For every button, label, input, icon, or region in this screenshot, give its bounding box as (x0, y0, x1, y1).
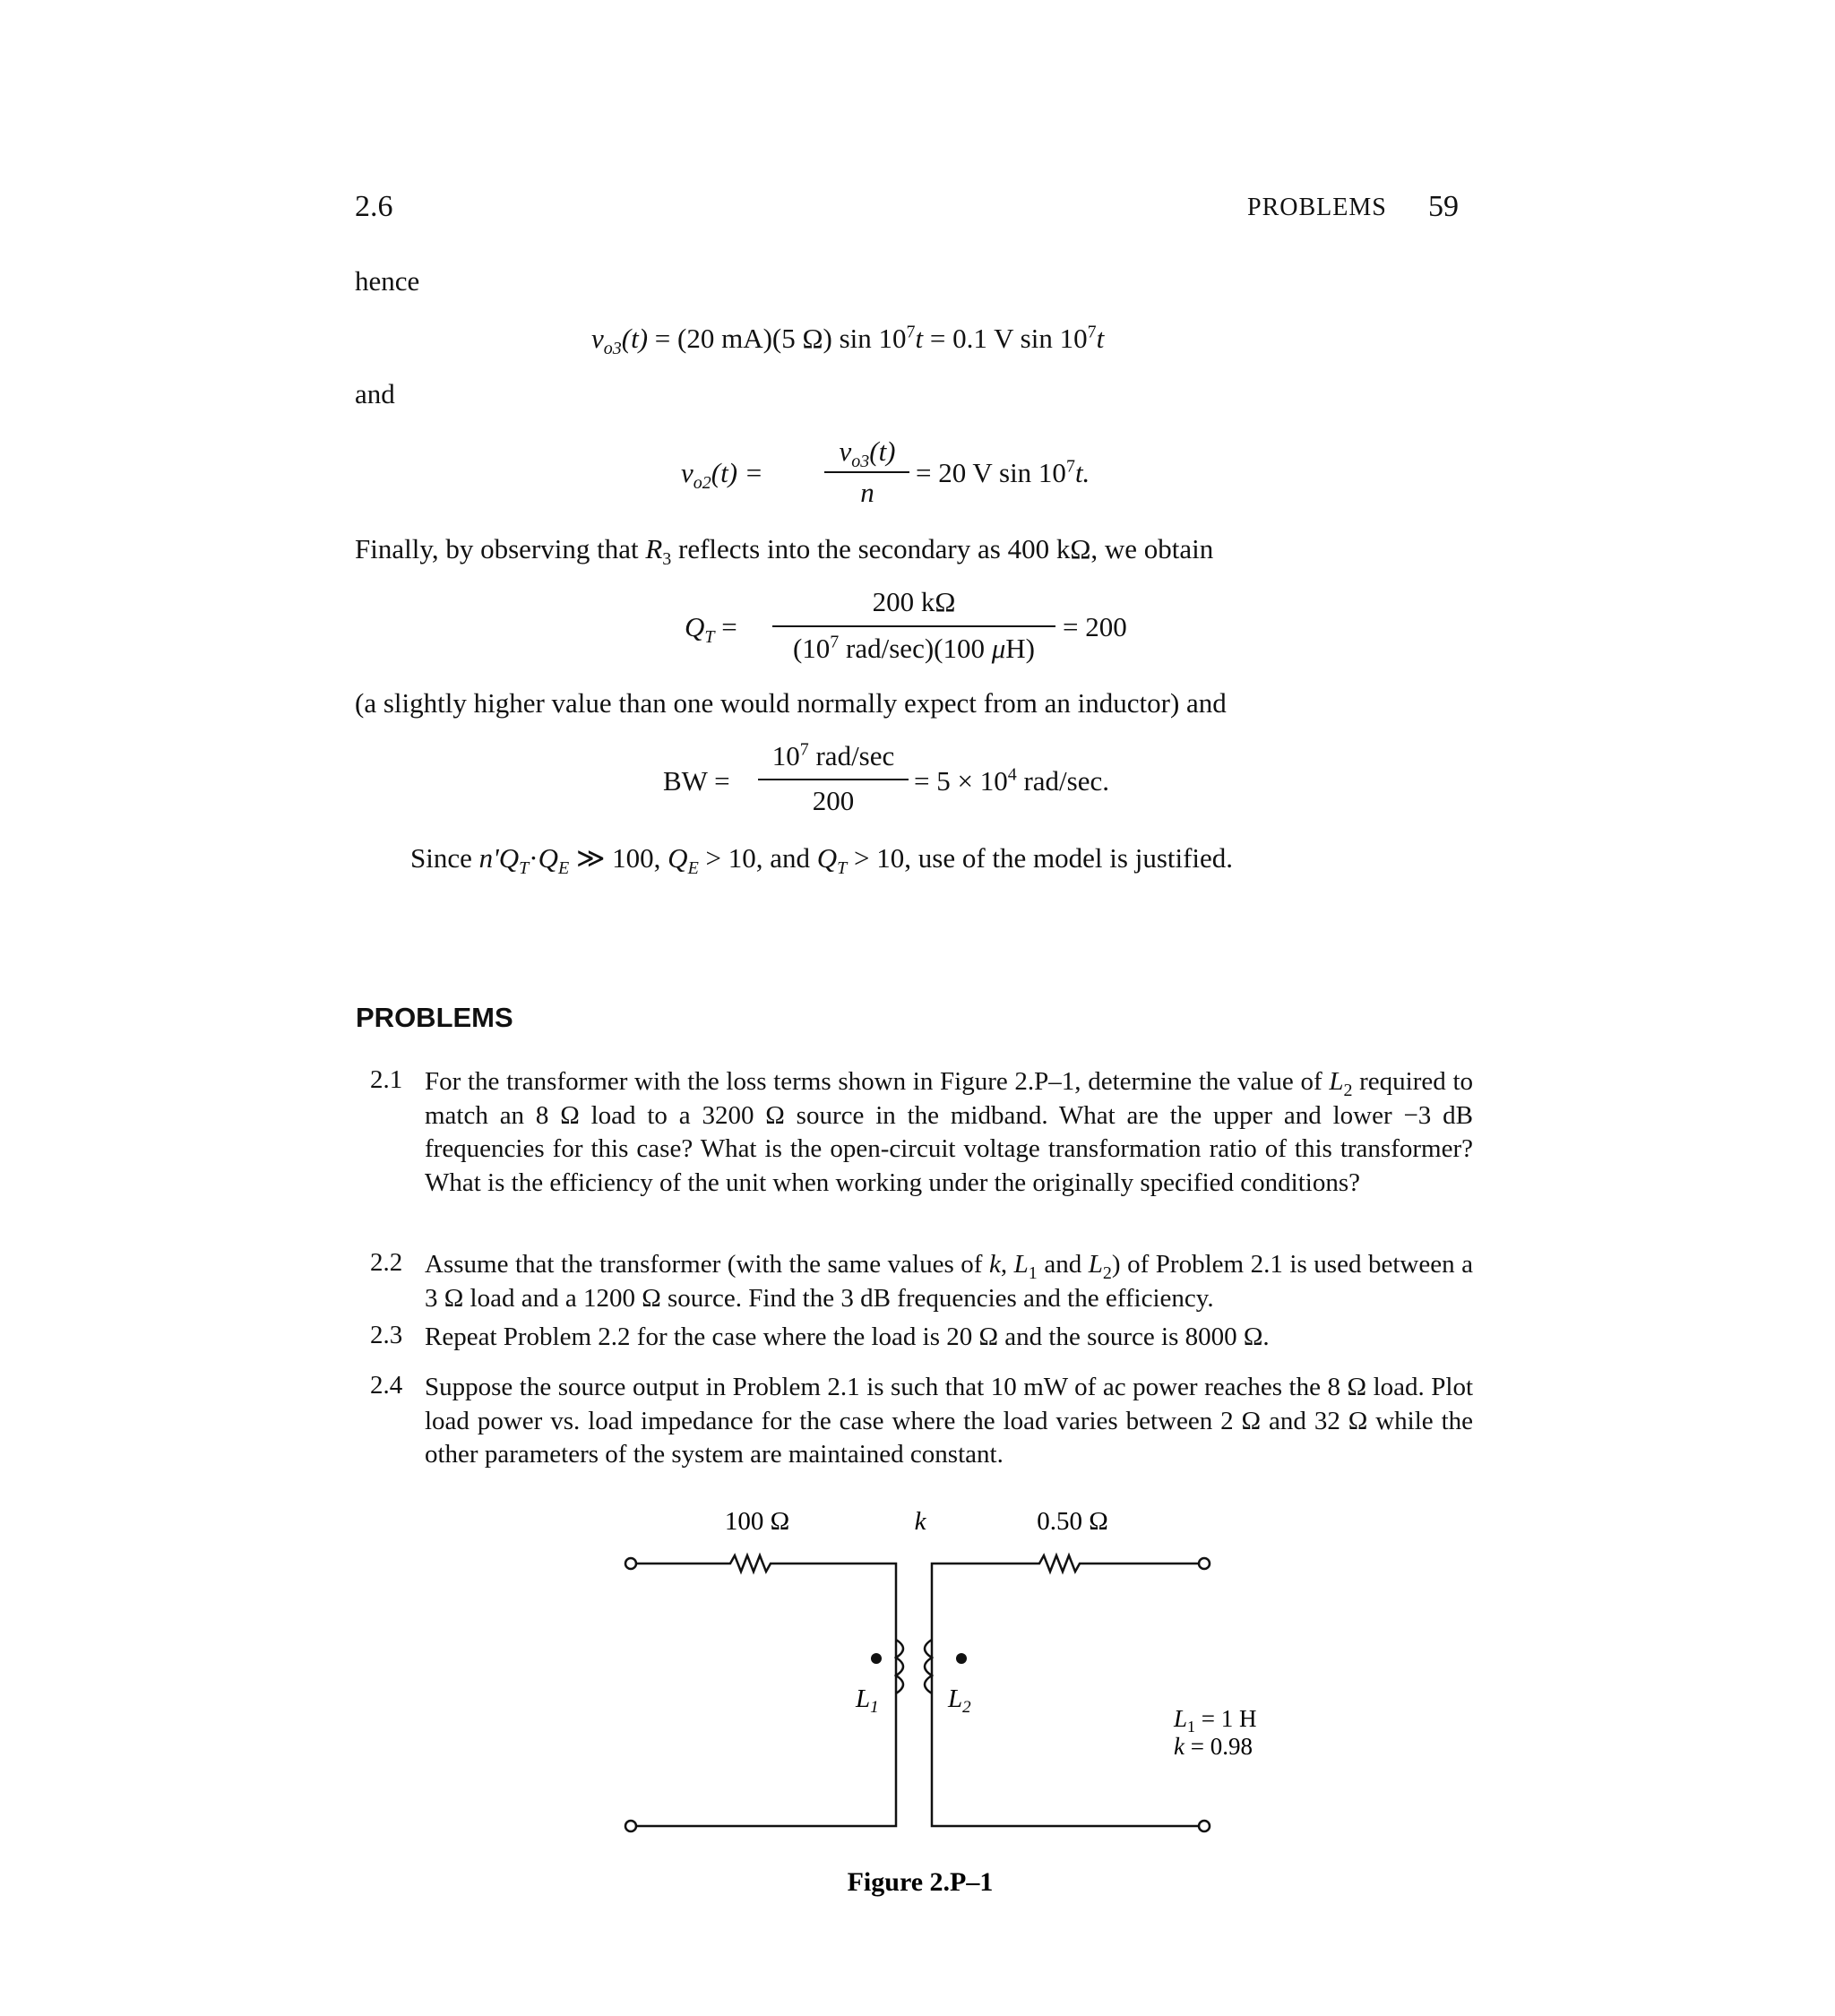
terminal-top-right (1199, 1558, 1210, 1569)
polarity-dot-secondary (956, 1653, 967, 1664)
since-sentence: Since $n'Q_T\cdot Q_E$ ≫ 100, $Q_E > 10$, and $Q_T > 10$, use of the model is justified. (410, 842, 1234, 879)
problem-number: 2.2 (370, 1248, 403, 1277)
label-l1: $L_1$ (856, 1684, 879, 1717)
primary-resistor-wire (636, 1555, 896, 1779)
equation-vo3: $v_{o3}(t) = (20$ mA)(5 Ω) $\sin 10^7t = 0.1$ V $\sin 10^7t$ (591, 322, 1105, 359)
problem-number: 2.4 (370, 1371, 403, 1400)
secondary-resistor-wire (932, 1555, 1199, 1779)
word-hence: hence (355, 265, 420, 297)
secondary-bottom-wire (932, 1779, 1199, 1826)
terminal-top-left (625, 1558, 636, 1569)
problem-number: 2.3 (370, 1321, 403, 1349)
label-k: k (914, 1507, 926, 1536)
problem-text: Assume that the transformer (with the same values of k, $L_1$ and $L_2$) of Problem 2.1 is used between a 3 Ω load and a 1200 Ω source. Find the 3 dB frequencies and the efficiency. (425, 1250, 1474, 1313)
problem-text: For the transformer with the loss terms shown in Figure 2.P–1, determine the value of $L_2$ required to match an 8 Ω load to a 3200 Ω source in the midband. What are the upper and lower −3 dB frequencies for this case? What is the open-circuit voltage transformation ratio of this transformer? What is the efficiency of the unit when working under the originally specified conditions? (425, 1067, 1473, 1197)
param-l1: $L_1 = 1$ H (1174, 1705, 1257, 1736)
label-r2: 0.50 Ω (1037, 1507, 1108, 1536)
primary-bottom-wire (636, 1779, 896, 1826)
running-title: PROBLEMS (1247, 194, 1387, 221)
terminal-bottom-right (1199, 1821, 1210, 1831)
terminal-bottom-left (625, 1821, 636, 1831)
page-number: 59 (1428, 190, 1459, 223)
label-l2: $L_2$ (948, 1684, 971, 1717)
label-r1: 100 Ω (724, 1507, 790, 1536)
slightly-sentence: (a slightly higher value than one would normally expect from an inductor) and (355, 687, 1227, 719)
polarity-dot-primary (871, 1653, 882, 1664)
problem-number: 2.1 (370, 1065, 403, 1094)
problem-text: Repeat Problem 2.2 for the case where the load is 20 Ω and the source is 8000 Ω. (425, 1322, 1270, 1351)
word-and: and (355, 378, 395, 409)
finally-sentence: Finally, by observing that $R_3$ reflects into the secondary as 400 kΩ, we obtain (355, 533, 1214, 570)
param-k: k = 0.98 (1174, 1733, 1253, 1760)
section-number: 2.6 (355, 190, 393, 223)
figure-caption: Figure 2.P–1 (847, 1867, 994, 1897)
problems-heading: PROBLEMS (356, 1002, 513, 1033)
problem-text: Suppose the source output in Problem 2.1 is such that 10 mW of ac power reaches the 8 Ω load. Plot load power vs. load impedance for the case where the load varies between 2 Ω and 32 Ω while the other parameters of the system are maintained constant. (425, 1373, 1473, 1469)
